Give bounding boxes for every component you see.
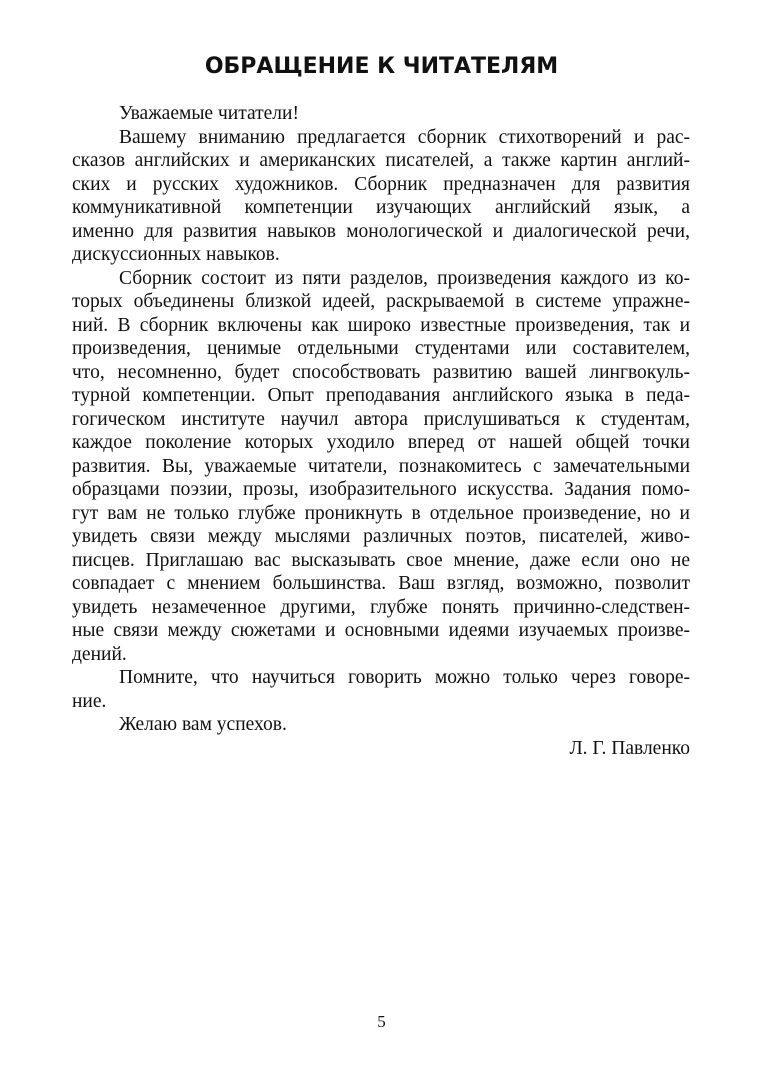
text-line: писцев. Приглашаю вас высказывать свое мнение, даже если оно не xyxy=(72,549,690,571)
text-line: ние. xyxy=(72,690,107,712)
paragraph-1 xyxy=(72,126,690,267)
text-line: увидеть связи между мыслями различных поэтов, писателей, живо- xyxy=(72,526,690,547)
page-title: ОБРАЩЕНИЕ К ЧИТАТЕЛЯМ xyxy=(204,54,559,79)
body-text xyxy=(72,102,690,760)
text-line: дений. xyxy=(72,643,127,665)
text-line: Помните, что научиться говорить можно только через говоре- xyxy=(119,667,690,688)
text-line: гут вам не только глубже проникнуть в отдельное произведение, но и xyxy=(72,502,690,524)
page-number: 5 xyxy=(377,1012,386,1031)
greeting-line: Уважаемые читатели! xyxy=(119,103,299,124)
text-line: гогическом институте научил автора прислушиваться к студентам, xyxy=(72,408,690,430)
text-line: сказов английских и американских писателей, а также картин англий- xyxy=(72,150,690,171)
text-line: турной компетенции. Опыт преподавания английского языка в педа- xyxy=(72,385,690,406)
text-line: именно для развития навыков монологической и диалогической речи, xyxy=(72,220,690,242)
text-line: Вашему вниманию предлагается сборник стихотворений и рас- xyxy=(119,126,690,148)
text-line: Сборник состоит из пяти разделов, произведения каждого из ко- xyxy=(119,267,690,289)
text-line: ные связи между сюжетами и основными идеями изучаемых произве- xyxy=(72,620,690,641)
text-line: ний. В сборник включены как широко известные произведения, так и xyxy=(72,314,690,336)
paragraph-2 xyxy=(72,267,690,667)
closing-line: Желаю вам успехов. xyxy=(119,714,287,735)
text-line: дискуссионных навыков. xyxy=(72,244,280,265)
text-line: торых объединены близкой идеей, раскрываемой в системе упражне- xyxy=(72,291,690,312)
text-line: произведения, ценимые отдельными студентами или составителем, xyxy=(72,338,690,359)
text-line: образцами поэзии, прозы, изобразительного искусства. Задания помо- xyxy=(72,479,690,500)
signature: Л. Г. Павленко xyxy=(569,737,690,759)
text-line: коммуникативной компетенции изучающих английский язык, а xyxy=(72,197,690,218)
text-line: совпадает с мнением большинства. Ваш взгляд, возможно, позволит xyxy=(72,573,690,594)
text-line: что, несомненно, будет способствовать развитию вашей лингвокуль- xyxy=(72,361,690,383)
text-line: увидеть незамеченное другими, глубже понять причинно-следствен- xyxy=(72,596,690,618)
text-line: развития. Вы, уважаемые читатели, познакомитесь с замечательными xyxy=(72,455,690,477)
text-line: ских и русских художников. Сборник предназначен для развития xyxy=(72,173,690,195)
paragraph-3 xyxy=(72,666,690,713)
text-line: каждое поколение которых уходило вперед от нашей общей точки xyxy=(72,432,690,453)
